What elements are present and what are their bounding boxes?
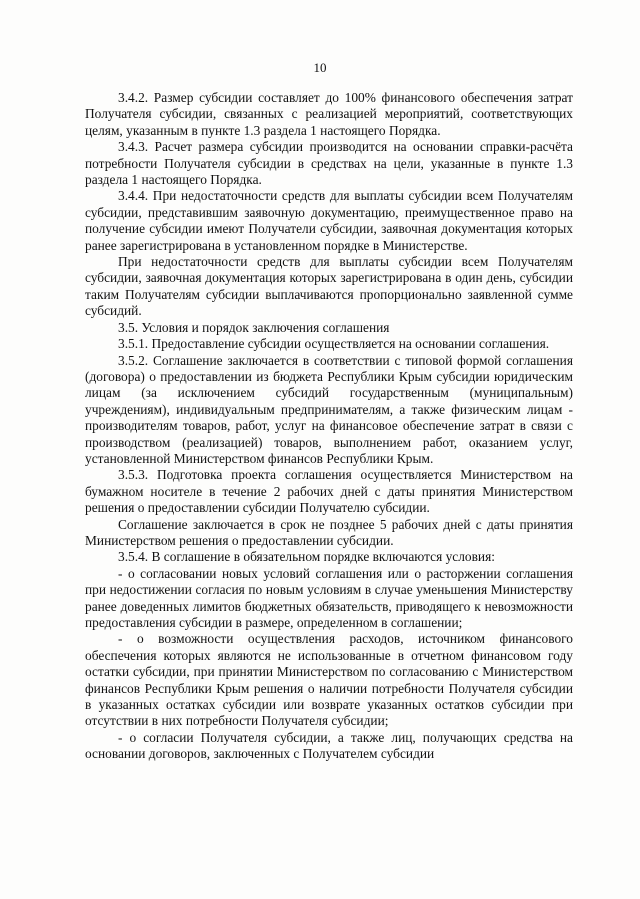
list-item-expenses-possibility: - о возможности осуществления расходов, источником финансового обеспечения которых являются не использованные в отчетном финансовом году остатки субсидии, при принятии Министерством по согласованию с Министерством финансов Республики Крым решения о наличии потребности Получателя субсидии в указанных остатках субсидии или возврате указанных остатков субсидии при отсутствии в них потребности Получателя субсидии; bbox=[85, 631, 573, 729]
paragraph-3-4-3: 3.4.3. Расчет размера субсидии производится на основании справки-расчёта потребности Получателя субсидии в средствах на цели, указанные в пункте 1.3 раздела 1 настоящего Порядка. bbox=[85, 139, 573, 188]
document-body bbox=[85, 90, 573, 763]
list-item-new-conditions: - о согласовании новых условий соглашения или о расторжении соглашения при недостижении согласия по новым условиям в случае уменьшения Министерству ранее доведенных лимитов бюджетных обязательств, приводящего к невозможности предоставления субсидии в размере, определенном в соглашении; bbox=[85, 565, 573, 630]
paragraph-3-5-4: 3.5.4. В соглашение в обязательном порядке включаются условия: bbox=[118, 549, 495, 565]
paragraph-3-5-3: 3.5.3. Подготовка проекта соглашения осуществляется Министерством на бумажном носителе в течение 2 рабочих дней с даты принятия Министерством решения о предоставлении субсидии Получателю субсидии. bbox=[85, 467, 573, 516]
paragraph-3-4-4: 3.4.4. При недостаточности средств для выплаты субсидии всем Получателям субсидии, представившим заявочную документацию, преимущественное право на получение субсидии имеют Получатели субсидии, заявочная документация которых ранее зарегистрирована в установленном порядке в Министерстве. bbox=[85, 188, 573, 253]
list-item-consent: - о согласии Получателя субсидии, а также лиц, получающих средства на основании договоров, заключенных с Получателем субсидии bbox=[85, 729, 573, 762]
page-number: 10 bbox=[313, 60, 327, 75]
section-heading-3-5: 3.5. Условия и порядок заключения соглашения bbox=[118, 319, 390, 335]
paragraph-3-5-1: 3.5.1. Предоставление субсидии осуществляется на основании соглашения. bbox=[118, 336, 550, 352]
paragraph-insufficient-funds: При недостаточности средств для выплаты субсидии всем Получателям субсидии, заявочная документация которых зарегистрирована в один день, субсидии таким Получателям субсидии выплачиваются пропорционально заявленной сумме субсидий. bbox=[85, 254, 573, 319]
paragraph-3-4-2: 3.4.2. Размер субсидии составляет до 100% финансового обеспечения затрат Получателя субсидии, связанных с реализацией мероприятий, соответствующих целям, указанным в пункте 1.3 раздела 1 настоящего Порядка. bbox=[85, 90, 573, 138]
paragraph-agreement-deadline: Соглашение заключается в срок не позднее 5 рабочих дней с даты принятия Министерством решения о предоставлении субсидии. bbox=[85, 516, 573, 548]
paragraph-3-5-2: 3.5.2. Соглашение заключается в соответствии с типовой формой соглашения (договора) о предоставлении из бюджета Республики Крым субсидии юридическим лицам (за исключением субсидий государственным (муниципальным) учреждениям), индивидуальным предпринимателям, а также физическим лицам - производителям товаров, работ, услуг на финансовое обеспечение затрат в связи с производством (реализацией) товаров, выполнением работ, оказанием услуг, установленной Министерством финансов Республики Крым. bbox=[85, 352, 573, 466]
